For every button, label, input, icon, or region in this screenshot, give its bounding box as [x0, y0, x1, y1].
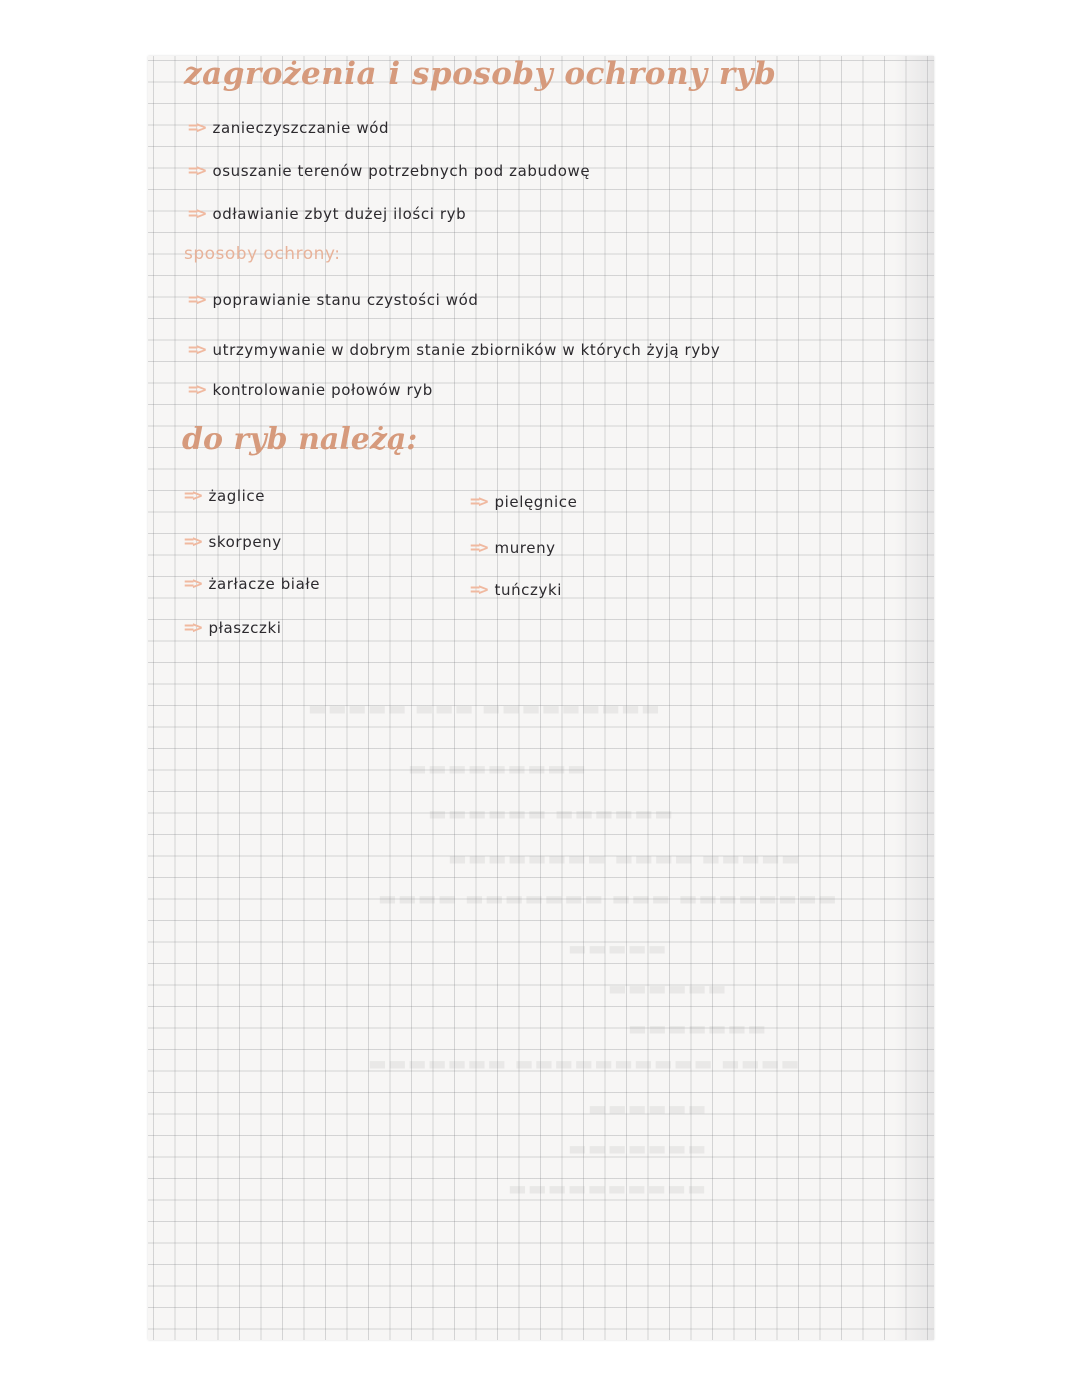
arrow-icon: => — [188, 118, 205, 138]
list-item — [470, 538, 556, 558]
show-through-text: ▬▬▬▬▬▬ ▬▬▬▬▬▬ — [428, 801, 675, 825]
section-heading: do ryb należą: — [182, 422, 418, 457]
list-item — [184, 486, 265, 506]
list-item — [188, 340, 720, 360]
arrow-icon: => — [188, 204, 205, 224]
fish-name: skorpeny — [208, 533, 282, 551]
arrow-icon: => — [470, 492, 487, 512]
fish-name: pielęgnice — [494, 493, 578, 511]
list-item — [188, 204, 466, 224]
show-through-text: ▬▬▬▬▬▬ — [608, 976, 728, 1000]
show-through-text: ▬▬▬▬▬ — [568, 936, 668, 960]
show-through-text: ▬▬▬▬▬▬▬▬▬▬ — [508, 1176, 707, 1200]
arrow-icon: => — [188, 161, 205, 181]
arrow-icon: => — [188, 380, 205, 400]
fish-name: tuńczyki — [494, 581, 563, 599]
list-item — [184, 618, 282, 638]
page-title: zagrożenia i sposoby ochrony ryb — [184, 56, 777, 92]
show-through-text: ▬▬▬▬▬▬▬▬ ▬▬▬▬ ▬▬▬▬▬ — [448, 846, 801, 870]
show-through-text: ▬▬▬▬▬▬▬▬▬ — [408, 756, 588, 780]
protection-text: poprawianie stanu czystości wód — [212, 291, 479, 309]
list-item — [184, 532, 282, 552]
list-item — [188, 118, 389, 138]
protection-text: kontrolowanie połowów ryb — [212, 381, 433, 399]
page-shadow — [894, 56, 934, 1340]
fish-name: żaglice — [208, 487, 266, 505]
fish-name: płaszczki — [208, 619, 282, 637]
list-item — [188, 290, 478, 310]
fish-name: mureny — [494, 539, 556, 557]
show-through-text: ▬▬▬▬▬▬▬ — [568, 1136, 708, 1160]
show-through-text: ▬▬▬▬ ▬▬▬▬▬▬▬ ▬▬▬ ▬▬▬▬▬▬▬▬ — [378, 886, 838, 910]
arrow-icon: => — [470, 580, 487, 600]
arrow-icon: => — [470, 538, 487, 558]
fish-name: żarłacze białe — [208, 575, 321, 593]
protection-heading: sposoby ochrony: — [184, 244, 341, 264]
list-item — [184, 574, 320, 594]
arrow-icon: => — [184, 532, 201, 552]
arrow-icon: => — [184, 574, 201, 594]
threat-text: odławianie zbyt dużej ilości ryb — [212, 205, 467, 223]
threat-text: zanieczyszczanie wód — [212, 119, 390, 137]
arrow-icon: => — [184, 618, 201, 638]
list-item — [188, 380, 433, 400]
list-item — [188, 161, 590, 181]
arrow-icon: => — [188, 340, 205, 360]
arrow-icon: => — [188, 290, 205, 310]
show-through-text: ▬▬▬▬▬▬▬ ▬▬▬▬▬▬▬▬▬▬ ▬▬▬▬ — [368, 1051, 801, 1075]
notebook-page — [148, 56, 934, 1340]
list-item — [470, 492, 577, 512]
list-item — [470, 580, 562, 600]
show-through-text: ▬▬▬▬▬▬ — [588, 1096, 708, 1120]
show-through-text: ▬▬▬▬▬▬▬ — [628, 1016, 768, 1040]
threat-text: osuszanie terenów potrzebnych pod zabudowę — [212, 162, 591, 180]
protection-text: utrzymywanie w dobrym stanie zbiorników w których żyją ryby — [212, 341, 721, 359]
show-through-text: ▬▬▬▬▬ ▬▬▬ ▬▬▬▬▬▬▬▬▬ — [308, 696, 661, 720]
arrow-icon: => — [184, 486, 201, 506]
